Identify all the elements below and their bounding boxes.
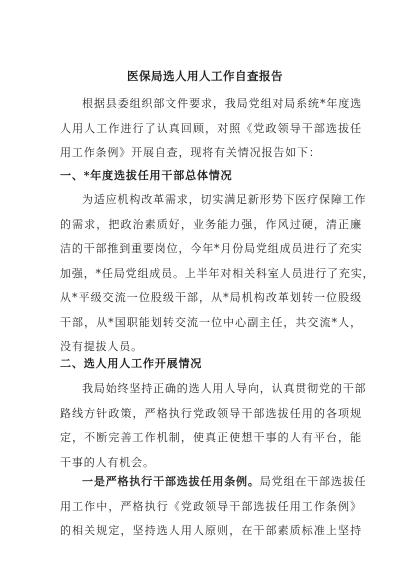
text-line: 路线方针政策，严格执行党政领导干部选拔任用的各项规: [60, 406, 362, 420]
section-2-heading-block: [60, 352, 362, 377]
text-line: 人用人工作进行了认真回顾，对照《党政领导干部选拔任: [60, 121, 362, 135]
text-line: 加强，*任局党组成员。上半年对相关科室人员进行了充实，: [60, 266, 375, 280]
section-1-paragraph: [60, 188, 375, 360]
bold-lead: 一是严格执行干部选拔任用条例。: [82, 475, 260, 488]
text-line: 的需求，把政治素质好，业务能力强，作风过硬，清正廉: [60, 217, 362, 231]
section-2-paragraph: [60, 377, 367, 475]
text-line: 干事的人有机会。: [60, 455, 155, 469]
text-line: 没有提拔人员。: [60, 340, 143, 353]
section-1-heading-block: [60, 164, 362, 189]
text-line: 的相关规定，坚持选人用人原则，在干部素质标准上坚持: [60, 524, 362, 537]
intro-paragraph: [60, 92, 362, 166]
text-line: 我局始终坚持正确的选人用人导向，认真贯彻党的干部: [82, 382, 367, 395]
text-line: 从*平级交流一位股级干部，从*局机构改革划转一位股级: [60, 291, 362, 304]
section-heading: 二、选人用人工作开展情况: [60, 357, 203, 370]
text-line: 干部，从*国职能划转交流一位中心副主任，共交流*人，: [60, 315, 362, 329]
text-line: 为适应机构改革需求，切实满足新形势下医疗保障工作: [82, 193, 367, 206]
text-line: 定，不断完善工作机制，使真正使想干事的人有平台，能: [60, 431, 362, 444]
text-line: 洁的干部推到重要岗位，今年*月份局党组成员进行了充实: [60, 242, 363, 255]
text-line: 根据县委组织部文件要求，我局党组对局系统*年度选: [82, 97, 362, 110]
lead-continuation: 局党组在干部选拔任: [259, 475, 367, 488]
text-line: 用工作中，严格执行《党政领导干部选拔任用工作条例》: [60, 499, 362, 513]
section-heading: 一、*年度选拔任用干部总体情况: [60, 169, 233, 182]
section-2-subparagraph: [60, 470, 367, 544]
text-line: [60, 470, 367, 495]
text-line: 用工作条例》开展自查，现将有关情况报告如下：: [60, 146, 321, 159]
document-title: 医保局选人用人工作自查报告: [127, 69, 283, 83]
